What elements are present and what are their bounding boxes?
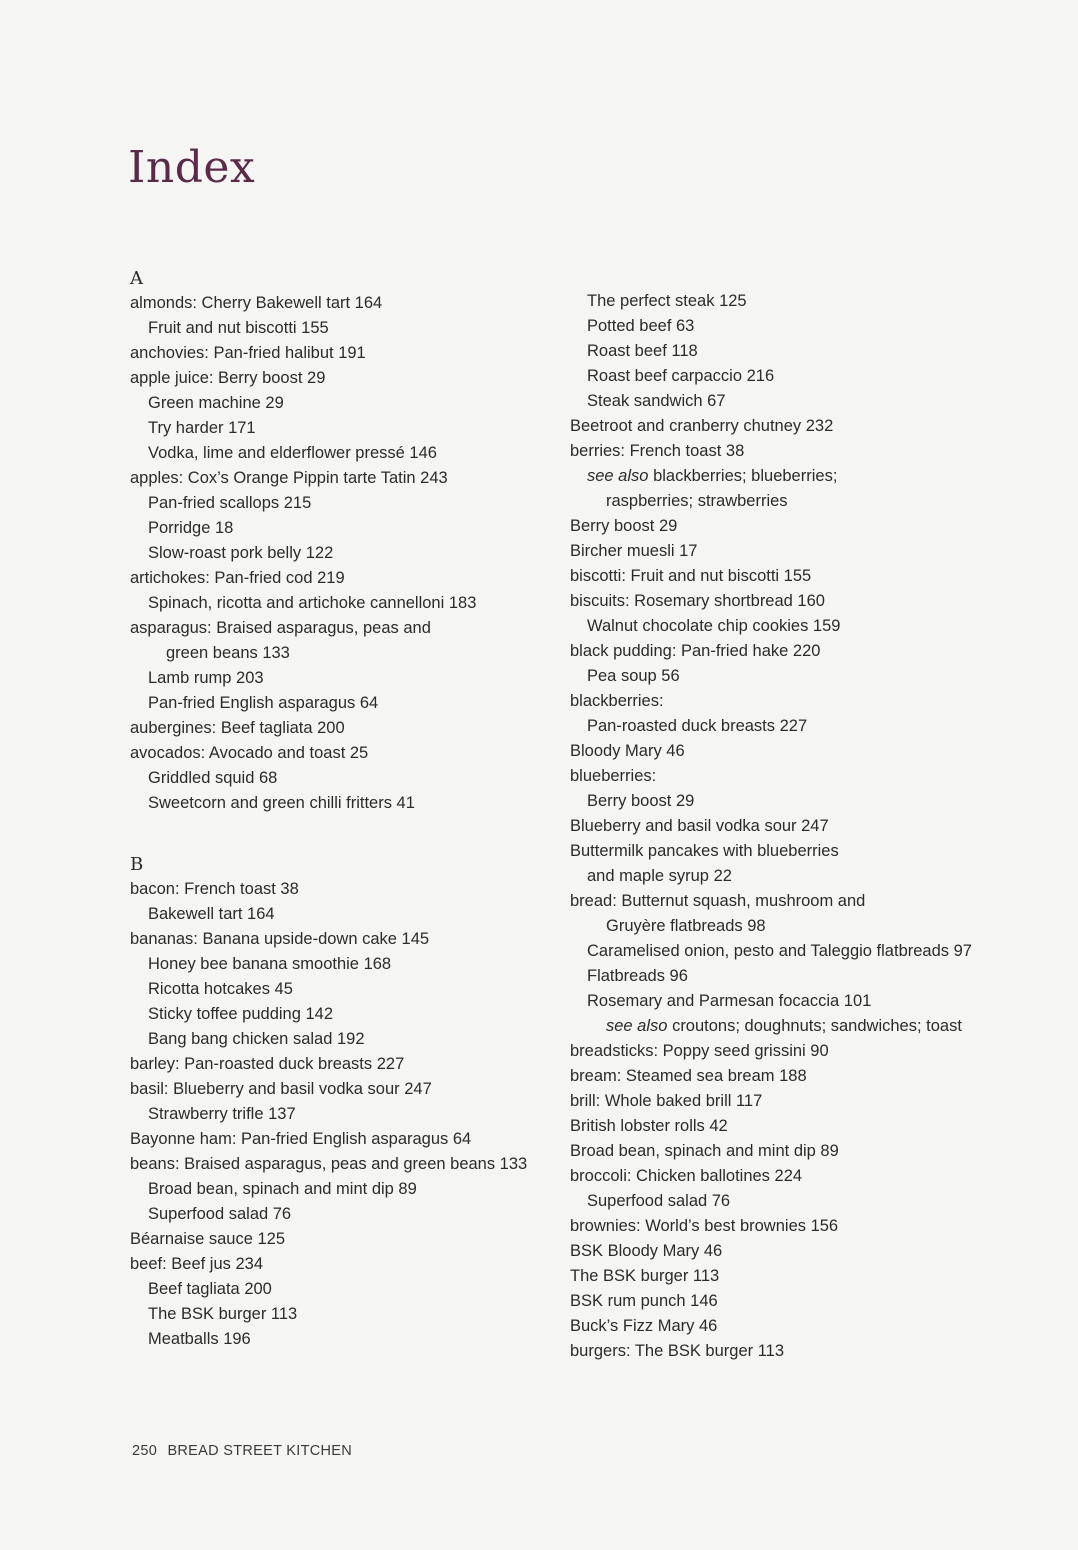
see-also-targets: blackberries; blueberries; (653, 467, 838, 485)
index-entry: Bloody Mary 46 (570, 742, 685, 760)
page-title: Index (128, 142, 256, 193)
index-entry: Gruyère flatbreads 98 (606, 917, 766, 935)
index-entry: BSK Bloody Mary 46 (570, 1242, 723, 1260)
index-entry: barley: Pan-roasted duck breasts 227 (130, 1055, 405, 1073)
index-entry: bread: Butternut squash, mushroom and (570, 892, 866, 910)
index-entry: Blueberry and basil vodka sour 247 (570, 817, 829, 835)
index-entry: apple juice: Berry boost 29 (130, 369, 326, 387)
index-entry: berries: French toast 38 (570, 442, 745, 460)
index-entry: Griddled squid 68 (148, 769, 278, 787)
index-entry: Potted beef 63 (587, 317, 695, 335)
index-entry: Berry boost 29 (570, 517, 678, 535)
index-entry: Meatballs 196 (148, 1330, 251, 1348)
index-entry: Caramelised onion, pesto and Taleggio flatbreads 97 (587, 942, 972, 960)
see-also-label: see also (587, 467, 649, 485)
index-entry (606, 1014, 962, 1039)
index-entry: Buttermilk pancakes with blueberries (570, 842, 839, 860)
index-entry: apples: Cox’s Orange Pippin tarte Tatin 243 (130, 469, 448, 487)
index-entry: The BSK burger 113 (148, 1305, 298, 1323)
index-entry: beans: Braised asparagus, peas and green beans 133 (130, 1155, 528, 1173)
index-entry: The BSK burger 113 (570, 1267, 720, 1285)
index-entry: Pan-fried English asparagus 64 (148, 694, 379, 712)
index-entry: Slow-roast pork belly 122 (148, 544, 334, 562)
index-entry: Walnut chocolate chip cookies 159 (587, 617, 841, 635)
index-entry: avocados: Avocado and toast 25 (130, 744, 369, 762)
index-entry: Bakewell tart 164 (148, 905, 275, 923)
index-entry: bananas: Banana upside-down cake 145 (130, 930, 430, 948)
index-entry: black pudding: Pan-fried hake 220 (570, 642, 821, 660)
index-entry: Vodka, lime and elderflower pressé 146 (148, 444, 437, 462)
index-entry: Roast beef 118 (587, 342, 698, 360)
index-entry: anchovies: Pan-fried halibut 191 (130, 344, 366, 362)
index-entry: British lobster rolls 42 (570, 1117, 728, 1135)
book-title: BREAD STREET KITCHEN (167, 1443, 353, 1459)
index-entry: almonds: Cherry Bakewell tart 164 (130, 294, 383, 312)
index-entry: Béarnaise sauce 125 (130, 1230, 286, 1248)
index-entry: Broad bean, spinach and mint dip 89 (570, 1142, 839, 1160)
index-entry: biscotti: Fruit and nut biscotti 155 (570, 567, 812, 585)
index-entry: Pan-fried scallops 215 (148, 494, 312, 512)
index-entry: BSK rum punch 146 (570, 1292, 718, 1310)
index-entry: Roast beef carpaccio 216 (587, 367, 775, 385)
index-entry: blueberries: (570, 767, 657, 785)
index-entry: Honey bee banana smoothie 168 (148, 955, 392, 973)
index-entry: Pea soup 56 (587, 667, 680, 685)
index-entry: Steak sandwich 67 (587, 392, 726, 410)
index-entry: bacon: French toast 38 (130, 880, 299, 898)
index-entry: Sticky toffee pudding 142 (148, 1005, 333, 1023)
index-entry: asparagus: Braised asparagus, peas and (130, 619, 431, 637)
index-entry: and maple syrup 22 (587, 867, 732, 885)
index-entry: brownies: World’s best brownies 156 (570, 1217, 839, 1235)
index-entry: Lamb rump 203 (148, 669, 264, 687)
index-entry: bream: Steamed sea bream 188 (570, 1067, 807, 1085)
index-entry: aubergines: Beef tagliata 200 (130, 719, 345, 737)
index-entry: burgers: The BSK burger 113 (570, 1342, 785, 1360)
index-entry: Sweetcorn and green chilli fritters 41 (148, 794, 415, 812)
index-entry: Bayonne ham: Pan-fried English asparagus 64 (130, 1130, 472, 1148)
index-entry: raspberries; strawberries (606, 492, 788, 510)
see-also-targets: croutons; doughnuts; sandwiches; toast (672, 1017, 962, 1035)
index-entry: artichokes: Pan-fried cod 219 (130, 569, 345, 587)
see-also-label: see also (606, 1017, 668, 1035)
index-entry: Buck’s Fizz Mary 46 (570, 1317, 718, 1335)
index-entry: Beef tagliata 200 (148, 1280, 272, 1298)
index-entry: Bang bang chicken salad 192 (148, 1030, 365, 1048)
index-entry: Strawberry trifle 137 (148, 1105, 296, 1123)
index-entry: Berry boost 29 (587, 792, 695, 810)
index-letter-heading: A (130, 268, 143, 289)
index-entry: beef: Beef jus 234 (130, 1255, 264, 1273)
index-entry: Rosemary and Parmesan focaccia 101 (587, 992, 872, 1010)
index-entry: Green machine 29 (148, 394, 284, 412)
index-entry: Ricotta hotcakes 45 (148, 980, 293, 998)
index-entry: Beetroot and cranberry chutney 232 (570, 417, 834, 435)
index-entry (587, 464, 837, 489)
index-entry: Pan-roasted duck breasts 227 (587, 717, 808, 735)
page-footer (132, 1443, 352, 1459)
index-entry: Flatbreads 96 (587, 967, 688, 985)
index-entry: broccoli: Chicken ballotines 224 (570, 1167, 803, 1185)
index-entry: biscuits: Rosemary shortbread 160 (570, 592, 825, 610)
index-entry: Superfood salad 76 (148, 1205, 292, 1223)
index-entry: Try harder 171 (148, 419, 256, 437)
index-entry: blackberries: (570, 692, 664, 710)
index-entry: brill: Whole baked brill 117 (570, 1092, 763, 1110)
index-entry: Spinach, ricotta and artichoke cannelloni 183 (148, 594, 477, 612)
index-entry: breadsticks: Poppy seed grissini 90 (570, 1042, 829, 1060)
index-entry: Porridge 18 (148, 519, 234, 537)
index-entry: The perfect steak 125 (587, 292, 747, 310)
index-letter-heading: B (130, 854, 144, 875)
index-entry: Fruit and nut biscotti 155 (148, 319, 329, 337)
page-number: 250 (132, 1443, 158, 1459)
index-entry: green beans 133 (166, 644, 290, 662)
index-entry: basil: Blueberry and basil vodka sour 247 (130, 1080, 432, 1098)
index-entry: Broad bean, spinach and mint dip 89 (148, 1180, 417, 1198)
index-entry: Superfood salad 76 (587, 1192, 731, 1210)
index-entry: Bircher muesli 17 (570, 542, 698, 560)
